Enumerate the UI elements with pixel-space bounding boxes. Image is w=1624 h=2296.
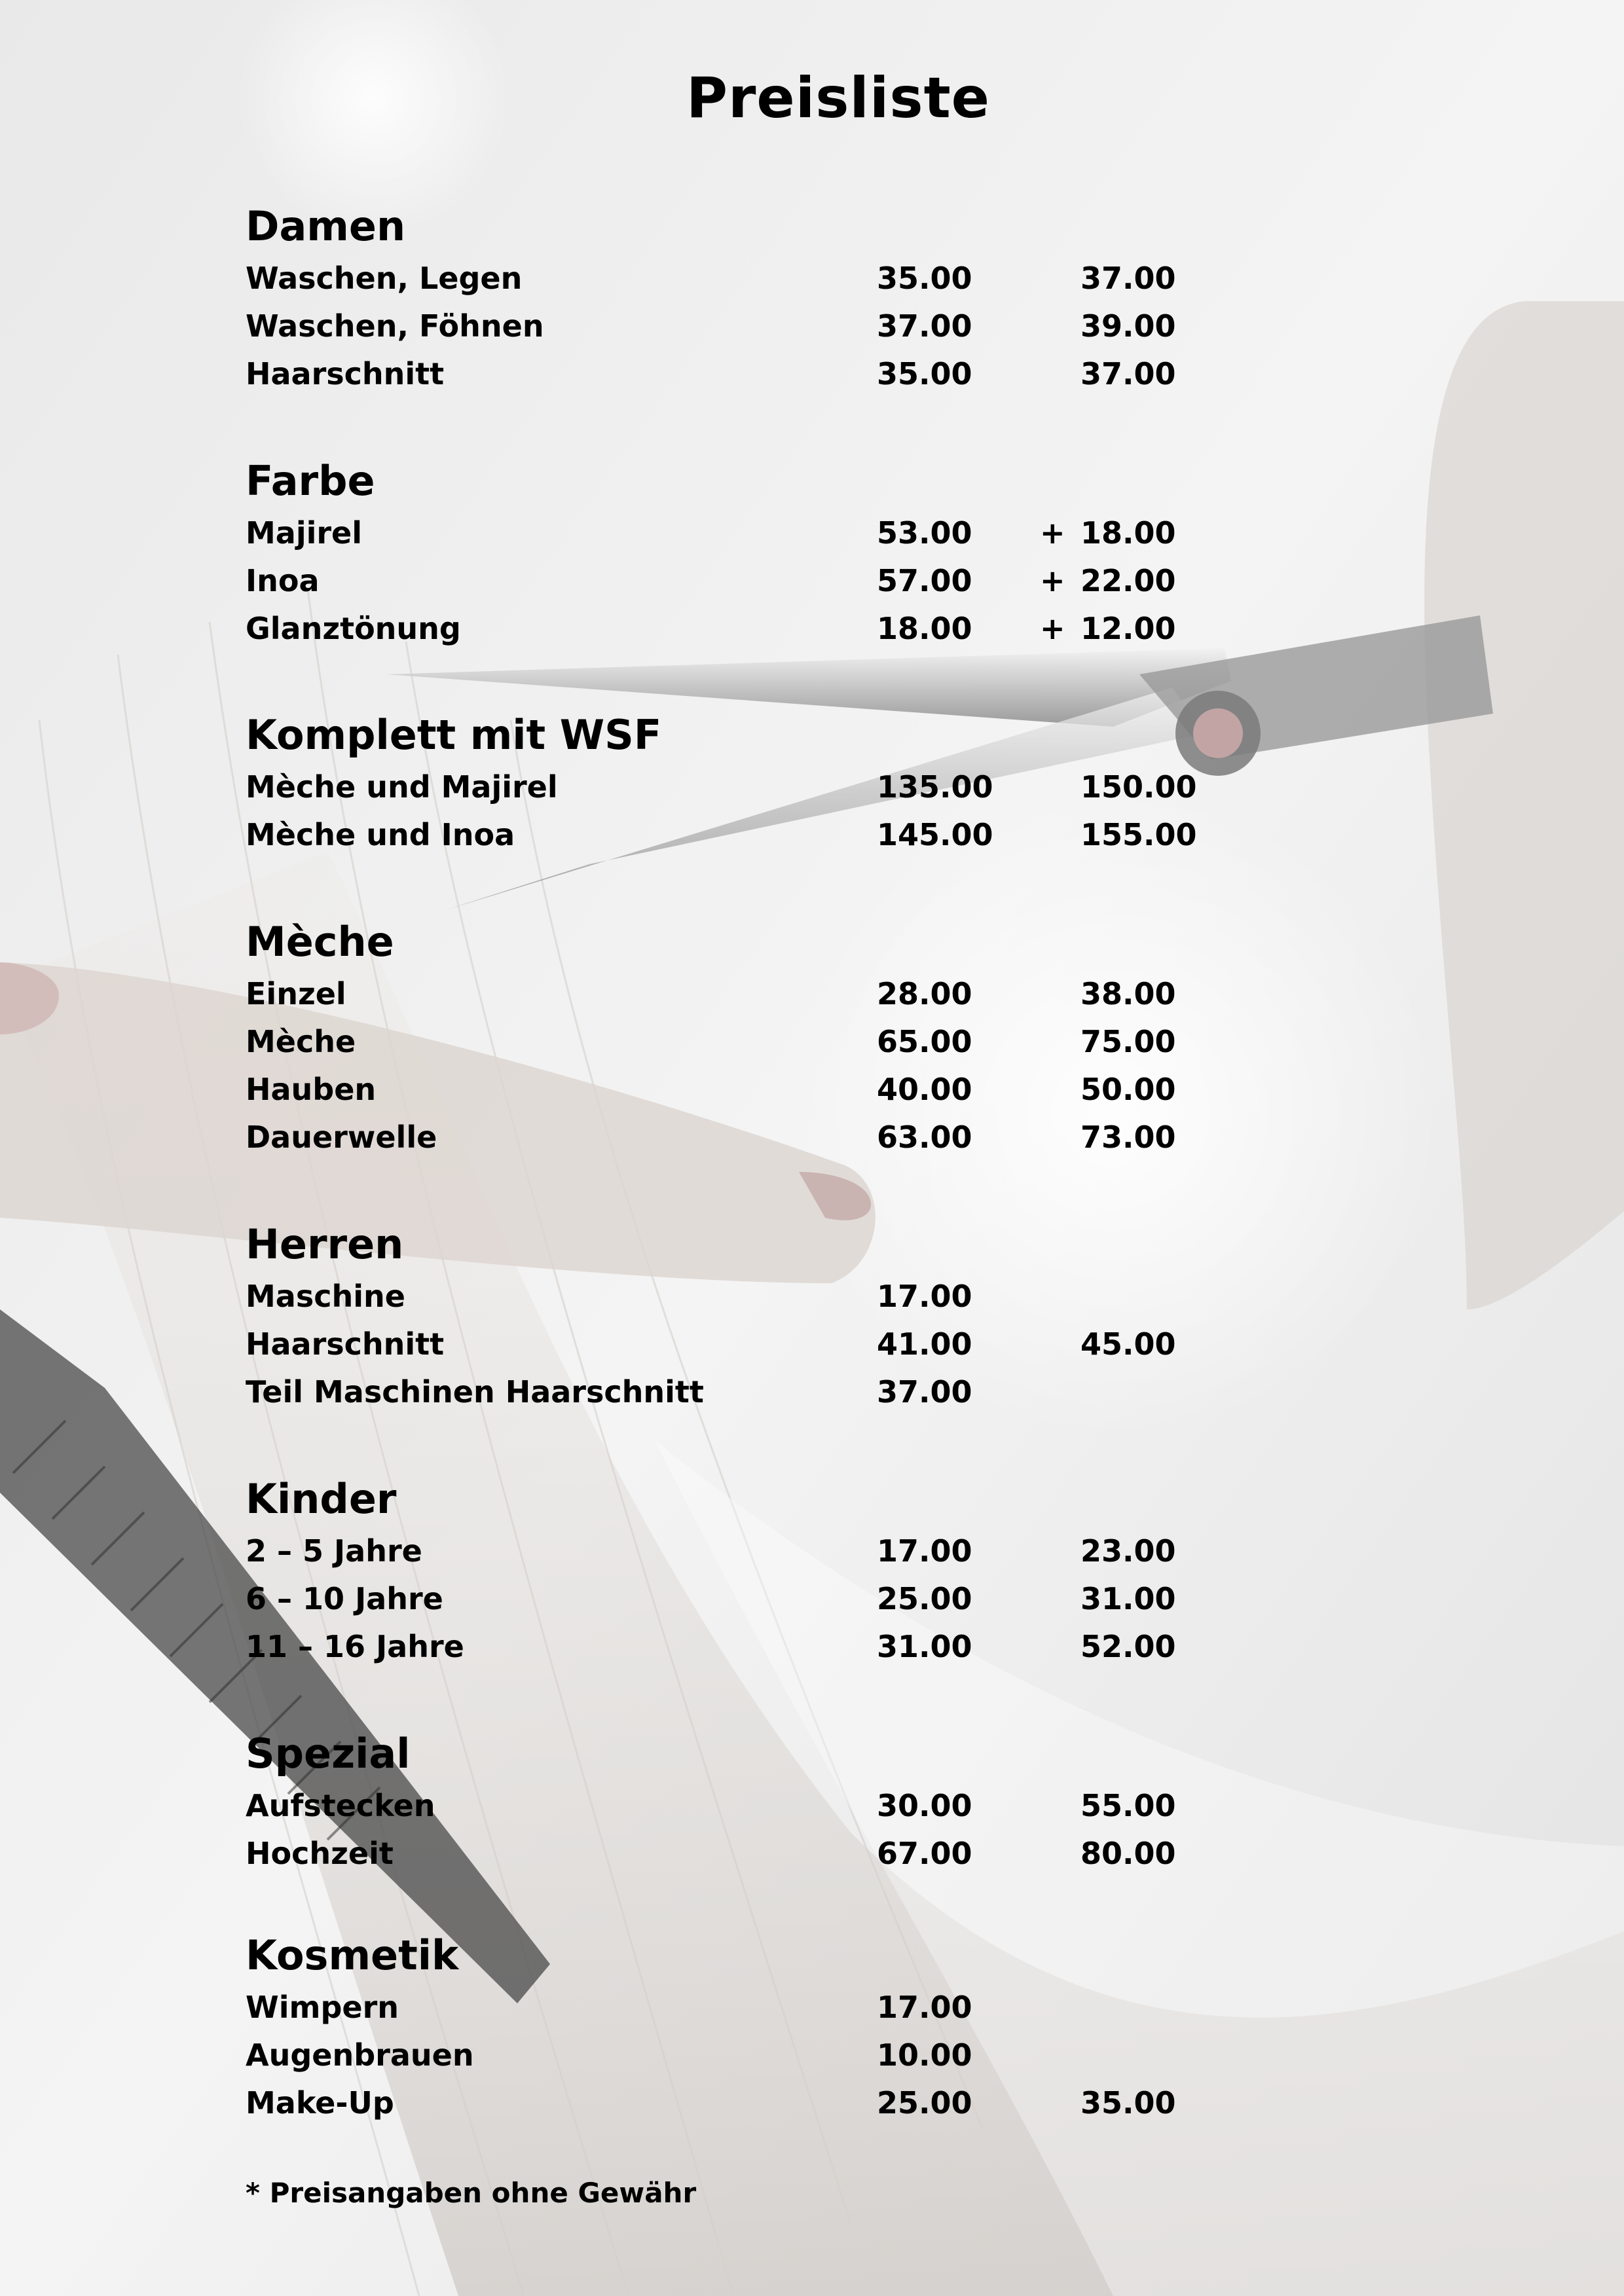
price-1: 35.00 [877, 356, 972, 392]
price-1: 17.00 [877, 1279, 972, 1314]
price-1: 135.00 [877, 769, 993, 805]
price-row [246, 970, 1293, 1018]
price-row [246, 1114, 1293, 1161]
section-spezial [246, 1727, 1293, 1878]
price-row [246, 1575, 1293, 1623]
price-row [246, 350, 1293, 398]
section-title: Spezial [246, 1730, 411, 1777]
price-2: 12.00 [1080, 611, 1176, 646]
price-row [246, 557, 1293, 605]
item-label: Glanztönung [246, 611, 461, 646]
price-1: 18.00 [877, 611, 972, 646]
price-2: 18.00 [1080, 515, 1176, 551]
section-title: Herren [246, 1220, 404, 1268]
item-label: Augenbrauen [246, 2037, 474, 2073]
price-1: 35.00 [877, 261, 972, 296]
price-row [246, 255, 1293, 302]
price-row [246, 1018, 1293, 1066]
price-1: 53.00 [877, 515, 972, 551]
price-row [246, 1273, 1293, 1321]
price-2: 50.00 [1080, 1072, 1176, 1107]
price-1: 25.00 [877, 2085, 972, 2121]
price-row [246, 302, 1293, 350]
price-2: 37.00 [1080, 356, 1176, 392]
price-2: 35.00 [1080, 2085, 1176, 2121]
price-row [246, 811, 1293, 859]
item-label: Maschine [246, 1279, 405, 1314]
item-label: Mèche und Majirel [246, 769, 558, 805]
item-label: Inoa [246, 563, 320, 598]
section-title: Farbe [246, 457, 375, 505]
plus-sign: + [1040, 563, 1065, 598]
item-label: Einzel [246, 976, 346, 1011]
item-label: 6 – 10 Jahre [246, 1581, 443, 1616]
price-1: 10.00 [877, 2037, 972, 2073]
section-title: Kinder [246, 1475, 397, 1523]
price-1: 40.00 [877, 1072, 972, 1107]
price-row [246, 1321, 1293, 1368]
item-label: 2 – 5 Jahre [246, 1533, 422, 1569]
price-1: 41.00 [877, 1326, 972, 1362]
item-label: Hauben [246, 1072, 377, 1107]
item-label: Wimpern [246, 1990, 399, 2025]
page-title: Preisliste [686, 65, 991, 131]
plus-sign: + [1040, 515, 1065, 551]
item-label: Waschen, Legen [246, 261, 523, 296]
price-1: 37.00 [877, 308, 972, 344]
price-row [246, 1623, 1293, 1671]
price-2: 23.00 [1080, 1533, 1176, 1569]
section-komplett-mit-wsf [246, 708, 1293, 859]
item-label: Mèche [246, 1024, 356, 1059]
item-label: Mèche und Inoa [246, 817, 515, 852]
item-label: Haarschnitt [246, 356, 445, 392]
price-row [246, 1368, 1293, 1416]
price-1: 17.00 [877, 1533, 972, 1569]
price-2: 150.00 [1080, 769, 1197, 805]
section-title: Kosmetik [246, 1931, 459, 1979]
price-1: 67.00 [877, 1836, 972, 1871]
price-2: 38.00 [1080, 976, 1176, 1011]
price-row [246, 763, 1293, 811]
price-1: 30.00 [877, 1788, 972, 1823]
price-2: 75.00 [1080, 1024, 1176, 1059]
section-kinder [246, 1472, 1293, 1671]
price-1: 57.00 [877, 563, 972, 598]
section-damen [246, 200, 1293, 398]
price-2: 55.00 [1080, 1788, 1176, 1823]
price-row [246, 1984, 1293, 2032]
price-1: 63.00 [877, 1120, 972, 1155]
item-label: Hochzeit [246, 1836, 394, 1871]
section-title: Komplett mit WSF [246, 711, 662, 759]
price-row [246, 1782, 1293, 1830]
price-row [246, 1830, 1293, 1878]
price-row [246, 605, 1293, 653]
price-2: 52.00 [1080, 1629, 1176, 1664]
section-title: Mèche [246, 918, 394, 966]
price-1: 65.00 [877, 1024, 972, 1059]
item-label: Teil Maschinen Haarschnitt [246, 1374, 704, 1410]
price-1: 37.00 [877, 1374, 972, 1410]
price-row [246, 1527, 1293, 1575]
section-herren [246, 1218, 1293, 1416]
price-1: 25.00 [877, 1581, 972, 1616]
price-2: 45.00 [1080, 1326, 1176, 1362]
section-kosmetik [246, 1929, 1293, 2127]
item-label: Dauerwelle [246, 1120, 437, 1155]
price-1: 17.00 [877, 1990, 972, 2025]
price-2: 155.00 [1080, 817, 1197, 852]
price-1: 31.00 [877, 1629, 972, 1664]
price-1: 145.00 [877, 817, 993, 852]
item-label: Haarschnitt [246, 1326, 445, 1362]
item-label: Waschen, Föhnen [246, 308, 544, 344]
price-row [246, 1066, 1293, 1114]
item-label: Majirel [246, 515, 363, 551]
price-2: 39.00 [1080, 308, 1176, 344]
item-label: 11 – 16 Jahre [246, 1629, 464, 1664]
section-meche [246, 915, 1293, 1161]
section-title: Damen [246, 202, 406, 250]
price-2: 31.00 [1080, 1581, 1176, 1616]
price-2: 37.00 [1080, 261, 1176, 296]
item-label: Aufstecken [246, 1788, 435, 1823]
price-2: 80.00 [1080, 1836, 1176, 1871]
footnote: * Preisangaben ohne Gewähr [246, 2177, 697, 2209]
plus-sign: + [1040, 611, 1065, 646]
price-row [246, 2032, 1293, 2079]
price-1: 28.00 [877, 976, 972, 1011]
price-2: 73.00 [1080, 1120, 1176, 1155]
price-row [246, 2079, 1293, 2127]
section-farbe [246, 454, 1293, 653]
item-label: Make-Up [246, 2085, 394, 2121]
price-row [246, 509, 1293, 557]
price-2: 22.00 [1080, 563, 1176, 598]
